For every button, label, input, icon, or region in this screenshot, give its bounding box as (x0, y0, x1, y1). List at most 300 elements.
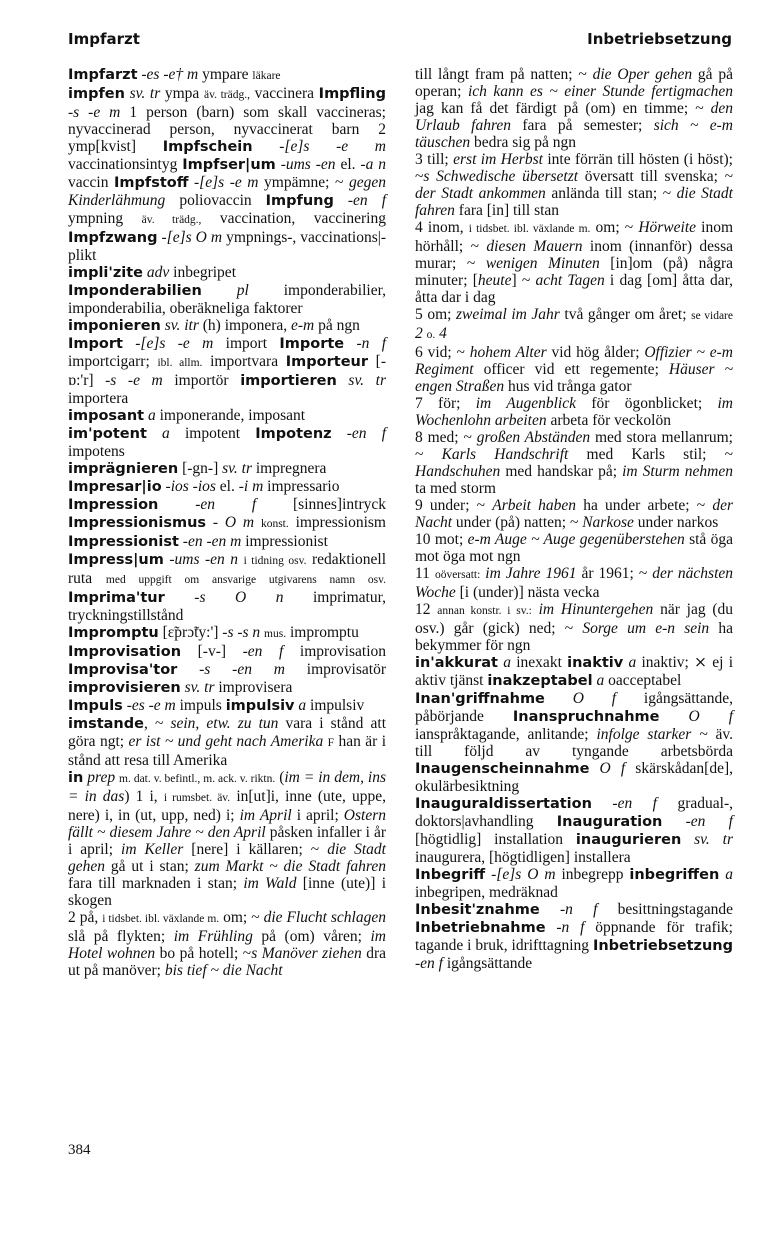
entry-text: [ɛ̃prɔ̃ty:'] (158, 624, 223, 641)
headword: importieren (240, 373, 337, 389)
entry-text: -ums -en (275, 156, 341, 173)
left-column (68, 66, 386, 979)
entry-text: -n f (545, 919, 596, 936)
entry-text: , ~ (143, 715, 171, 732)
entry-text: gå ut i stan; (110, 858, 195, 875)
entry-text: ( (275, 769, 285, 786)
entry-text: impuls (179, 697, 226, 714)
entry-text: diesen Mauern (486, 238, 590, 255)
entry-text: översatt till svenska; ~ (584, 168, 733, 185)
dictionary-entry (415, 306, 733, 344)
entry-text: o. (426, 329, 436, 341)
headword: imprägnieren (68, 461, 179, 477)
entry-text: imponderabilier, imponderabilia, oberäkneliga faktorer (68, 282, 386, 317)
headword: Impfser|um (182, 157, 276, 173)
entry-text: Sorge um e-n sein (582, 620, 719, 637)
entry-text: a (623, 654, 642, 671)
entry-text: (h) imponera, (202, 317, 291, 334)
entry-text: im Keller (121, 841, 192, 858)
headword: Impfung (265, 193, 334, 209)
entry-text: 10 mot; (415, 531, 468, 548)
entry-text: e-m Auge ~ Auge gegenüberstehen (467, 531, 690, 548)
entry-text: der Nacht (415, 497, 733, 531)
entry-text: der nächsten Woche (415, 565, 734, 601)
entry-text: jag kan få det färdigt på (om) en timme; ~ (415, 100, 711, 117)
entry-text: Arbeit haben (492, 497, 584, 514)
headword: Importe (279, 336, 345, 352)
entry-text: impressionist (245, 533, 328, 550)
entry-text: a (294, 697, 311, 714)
entry-text: ympning (68, 210, 142, 227)
entry-text: impressionism (288, 514, 386, 531)
entry-text: 4 inom, (415, 219, 469, 236)
entry-text: a (592, 672, 609, 689)
dictionary-entry (415, 497, 733, 531)
entry-text: 4 (439, 325, 447, 342)
entry-text: 12 (415, 601, 438, 618)
entry-text: a (498, 654, 517, 671)
left-guide-word: Impfarzt (68, 30, 140, 48)
entry-text: wenigen Minuten (485, 255, 611, 272)
entry-text: påsken infaller i år i april; (68, 824, 387, 858)
entry-text: a (719, 866, 733, 883)
entry-text: im Hotel wohnen (68, 928, 386, 962)
entry-text: -es -e† m (137, 66, 203, 83)
entry-text: imponerande, imposant (159, 407, 306, 424)
entry-text: -[e]s -e m (252, 138, 387, 155)
entry-text: 2 (415, 325, 423, 342)
headword: in'akkurat (415, 655, 498, 671)
headword: Impfschein (162, 139, 253, 155)
entry-text: acht Tagen (535, 272, 610, 289)
entry-text: Häuser ~ engen Straßen (415, 361, 733, 395)
entry-text: till långt fram på natten; ~ (415, 66, 593, 83)
entry-text: -a n (360, 156, 386, 173)
entry-text: [nere] i källaren; ~ (191, 841, 328, 858)
entry-text: sv. tr (124, 85, 165, 102)
entry-text: im Frühling (173, 928, 262, 945)
entry-text: zweimal im Jahr (456, 306, 565, 323)
headword: Imprima'tur (68, 590, 165, 606)
entry-text: import (225, 335, 280, 352)
entry-text: om; ~ (219, 909, 264, 926)
entry-text: die Flucht schlagen (263, 909, 386, 926)
entry-text: oacceptabel (608, 672, 682, 689)
entry-text: skärskådan[de], okulärbesiktning (415, 760, 733, 795)
entry-text: im Wochenlohn arbeiten (415, 395, 733, 429)
entry-text: på (om) våren; (261, 928, 371, 945)
entry-text: sv. tr (180, 679, 219, 696)
entry-text: ianspråktagande, anlitande; (415, 726, 597, 743)
entry-text: han är i stånd att resa till Amerika (68, 733, 386, 769)
dictionary-entry (415, 654, 733, 690)
entry-text: großen Abständen (476, 429, 595, 446)
headword: inbegriffen (629, 867, 720, 883)
entry-text: 7 för; (415, 395, 476, 412)
dictionary-entry (68, 407, 386, 425)
entry-text: -ios -ios (161, 478, 220, 495)
entry-text: inom hörhåll; ~ (415, 219, 734, 255)
entry-text: 3 till; (415, 151, 454, 168)
dictionary-entry (415, 901, 733, 972)
entry-text: hohem Alter (469, 344, 552, 361)
page-number: 384 (68, 1142, 91, 1158)
dictionary-entry (415, 344, 733, 395)
entry-text: im Jahre 1961 (485, 565, 582, 582)
entry-text: er ist ~ und geht nach Amerika (128, 733, 328, 750)
headword: imposant (68, 408, 145, 424)
dictionary-entry (68, 909, 386, 979)
entry-text: den Urlaub fahren (415, 100, 733, 134)
entry-text: äv. trädg., (141, 214, 202, 226)
entry-text: -s -e m (68, 104, 130, 121)
entry-text: -en f (158, 496, 294, 513)
entry-text (532, 601, 539, 618)
headword: Inan'griffnahme (415, 691, 545, 707)
entry-text: -[e]s O m (485, 866, 562, 883)
headword: Inauguration (556, 814, 663, 830)
entry-text: hus vid trånga gator (507, 378, 632, 395)
dictionary-entry (68, 624, 386, 643)
entry-text: 2 på, (68, 909, 103, 926)
entry-text: inexakt (516, 654, 568, 671)
entry-text: i dag [om] åtta dar, åtta dar i dag (415, 272, 734, 306)
entry-text: Handschuhen (415, 463, 506, 480)
entry-text: vaccin (68, 174, 114, 191)
headword: Impromptu (68, 625, 159, 641)
entry-text: i tidning osv. (243, 555, 307, 567)
entry-text: inbegripet (173, 264, 236, 281)
entry-text: [sinnes]intryck (293, 496, 386, 513)
entry-text: -n f (344, 335, 387, 352)
headword: in (68, 770, 84, 786)
dictionary-entry (68, 425, 386, 460)
entry-text: 9 under; ~ (415, 497, 493, 514)
dictionary-entry (68, 715, 386, 769)
headword: Inbegriff (415, 867, 486, 883)
headword: Improvisa'tor (68, 662, 178, 678)
entry-text: annan konstr. i sv.: (437, 605, 532, 617)
entry-text: år 1961; ~ (581, 565, 653, 582)
entry-text: gå på operan; (415, 66, 733, 100)
entry-text: importör (174, 372, 241, 389)
entry-text: -s O n (164, 589, 313, 606)
entry-text: ha under arbete; ~ (583, 497, 713, 514)
entry-text: heute (477, 272, 512, 289)
entry-text: im Wald (243, 875, 303, 892)
entry-text: a (146, 425, 185, 442)
entry-text: im Hinuntergehen (538, 601, 661, 618)
headword: Inbetriebsetzung (592, 938, 733, 954)
entry-text: med Karls stil; ~ (586, 446, 734, 463)
headword: Impfarzt (68, 67, 138, 83)
dictionary-entry (68, 643, 386, 697)
entry-text: vara i stånd att göra ngt; (68, 715, 386, 750)
dictionary-entry (68, 769, 386, 909)
entry-text: poliovaccin (179, 192, 266, 209)
dictionary-entry (68, 496, 386, 551)
entry-text: sich ~ e-m täuschen (415, 117, 733, 151)
entry-text: 11 (415, 565, 435, 582)
headword: Improvisation (68, 644, 182, 660)
dictionary-entry (68, 551, 386, 624)
headword: Impfstoff (114, 175, 189, 191)
entry-text: mus. (264, 628, 287, 640)
entry-text: -[e]s O m (157, 229, 227, 246)
right-column (415, 66, 733, 972)
entry-text: 1 person (barn) som skall vaccineras; nyvaccinerad person, nyvaccinerat barn 2 ymp[kvist] (68, 104, 386, 155)
headword: Impress|um (68, 552, 164, 568)
entry-text: a (144, 407, 160, 424)
entry-text: Narkose (582, 514, 638, 531)
entry-text: O f (659, 708, 734, 725)
entry-text: äv. trädg., (203, 89, 250, 101)
entry-text: impromptu (286, 624, 359, 641)
entry-text: se vidare (691, 310, 733, 322)
entry-text: O f (544, 690, 644, 707)
headword: Impfling (318, 86, 386, 102)
entry-text: in[ut]i, inne (ute, uppe, nere) i, in (ut, upp, ned) i; (68, 788, 386, 824)
entry-text: impotens (68, 443, 125, 460)
entry-text: zum Markt ~ die Stadt fahren (194, 858, 386, 875)
entry-text: importera (68, 390, 129, 407)
entry-text: [-gn-] (178, 460, 223, 477)
headword: Inaugenscheinnahme (415, 761, 590, 777)
entry-text: under narkos (637, 514, 719, 531)
dictionary-entry (415, 565, 733, 601)
entry-text: O f (589, 760, 636, 777)
entry-text: Offizier ~ e-m Regiment (415, 344, 734, 378)
entry-text: die Stadt gehen (68, 841, 386, 875)
entry-text: gradual-, doktors|avhandling (415, 795, 733, 830)
entry-text: - O m (206, 514, 261, 531)
headword: inaugurieren (575, 832, 682, 848)
entry-text: ha bekymmer för ngn (415, 620, 733, 654)
headword: impulsiv (225, 698, 295, 714)
entry-text: ] ~ (511, 272, 536, 289)
headword: Inbesit'znahme (415, 902, 540, 918)
entry-text: besittningstagande (617, 901, 733, 918)
entry-text: vid hög ålder; (551, 344, 645, 361)
dictionary-entry (68, 317, 386, 335)
headword: improvisieren (68, 680, 181, 696)
dictionary-entry (415, 395, 733, 429)
entry-text: igångsättande (446, 955, 533, 972)
entry-text: Ostern fällt ~ diesem Jahre ~ den April (68, 807, 386, 841)
entry-text: med handskar på; (505, 463, 623, 480)
dictionary-entry (415, 151, 733, 219)
entry-text: sv. itr (160, 317, 203, 334)
entry-text: för ögonblicket; (591, 395, 718, 412)
entry-text: ta med storm (415, 480, 496, 497)
dictionary-entry (415, 531, 733, 565)
entry-text: äv. till följd av tyngande arbetsbörda (415, 726, 733, 760)
entry-text: inaktiv; ⨯ ej i aktiv tjänst (415, 654, 734, 689)
entry-text: -i m (238, 478, 268, 495)
dictionary-entry (415, 601, 733, 654)
entry-text: i tidsbet. ibl. växlande m. (468, 223, 591, 235)
headword: inakzeptabel (487, 673, 593, 689)
headword: Impressionist (68, 534, 179, 550)
headword: imstande (68, 716, 144, 732)
headword: Imponderabilien (68, 283, 202, 299)
headword: Impresar|io (68, 479, 162, 495)
entry-text: -s -en m (177, 661, 307, 678)
entry-text: fara [in] till stan (458, 202, 560, 219)
entry-text: stå öga mot öga mot ngn (415, 531, 733, 565)
entry-text: inte förrän till hösten (i höst); ~ (415, 151, 733, 185)
entry-text: im April (239, 807, 297, 824)
entry-text: bis tief ~ die Nacht (164, 962, 283, 979)
entry-text: dra ut på manöver; (68, 945, 387, 979)
entry-text: sv. tr (336, 372, 386, 389)
headword: Import (68, 336, 123, 352)
entry-text: el. (340, 156, 361, 173)
entry-text: vaccinationsintyg (68, 156, 183, 173)
entry-text: erst im Herbst (453, 151, 548, 168)
entry-text: prep (83, 769, 120, 786)
entry-text: -en -en m (178, 533, 246, 550)
entry-text: ibl. allm. (157, 357, 203, 369)
entry-text: pl (201, 282, 284, 299)
entry-text: improvisera (218, 679, 293, 696)
entry-text: imprimatur, tryckningstillstånd (68, 589, 386, 624)
entry-text: -en f (331, 425, 386, 442)
entry-text: adv (143, 264, 174, 281)
headword: Impression (68, 497, 159, 513)
entry-text: -n f (539, 901, 618, 918)
entry-text: F (327, 737, 335, 749)
entry-text: m. dat. v. befintl., m. ack. v. riktn. (119, 773, 276, 785)
entry-text: 8 med; ~ (415, 429, 477, 446)
entry-text: anlända till stan; ~ (551, 185, 677, 202)
entry-text: sv. tr (681, 831, 733, 848)
entry-text: -en f (662, 813, 733, 830)
entry-text: bo på hotell; ~ (159, 945, 252, 962)
entry-text: s Manöver ziehen (251, 945, 367, 962)
entry-text: fara till marknaden i stan; (68, 875, 244, 892)
entry-text: redaktionell ruta (68, 551, 386, 587)
headword: im'potent (68, 426, 147, 442)
entry-text: [i (under)] nästa vecka (459, 584, 600, 601)
entry-text: [inne (ute)] i skogen (68, 875, 386, 909)
headword: Importeur (285, 354, 369, 370)
dictionary-entry (415, 429, 733, 497)
entry-text: öppnande för trafik; tagande i bruk, idrifttagning (415, 919, 733, 954)
entry-text: inbegrepp (561, 866, 630, 883)
entry-text: i tidsbet. ibl. växlande m. (102, 913, 220, 925)
entry-text: i april; (296, 807, 344, 824)
headword: impfen (68, 86, 125, 102)
headword: Inanspruchnahme (512, 709, 660, 725)
entry-text: med uppgift om ansvarige utgivarens namn osv. (105, 574, 386, 586)
headword: impli'zite (68, 265, 144, 281)
entry-text: vaccinera (249, 85, 319, 102)
entry-text: två gånger om året; (564, 306, 692, 323)
dictionary-entry (415, 219, 733, 306)
entry-text: infolge starker ~ (596, 726, 716, 743)
entry-text: e-m (291, 317, 319, 334)
dictionary-entry (415, 690, 733, 795)
entry-text: [in]om (på) några minuter; [ (415, 255, 733, 289)
entry-text: inom (innanför) dessa murar; ~ (415, 238, 733, 272)
headword: Impuls (68, 698, 123, 714)
entry-text: impregnera (255, 460, 327, 477)
entry-text: konst. (260, 518, 289, 530)
entry-text: impressario (267, 478, 340, 495)
entry-text: -[e]s -e m (122, 335, 226, 352)
entry-text: oöversatt: (434, 569, 481, 581)
entry-text: fara på semester; (522, 117, 654, 134)
entry-text: -[e]s -e m (188, 174, 265, 191)
dictionary-entry (68, 85, 386, 264)
entry-text: ympnings-, vaccinations|-plikt (68, 229, 387, 264)
headword: Impfzwang (68, 230, 158, 246)
entry-text: 6 vid; ~ (415, 344, 470, 361)
entry-text: bedra sig på ngn (473, 134, 576, 151)
entry-text: der Stadt ankommen (415, 185, 552, 202)
entry-text: ich kann es ~ einer Stunde fertigmachen (467, 83, 733, 100)
entry-text: slå på flykten; (68, 928, 174, 945)
entry-text: -en f (333, 192, 386, 209)
headword: Impotenz (255, 426, 332, 442)
entry-text: [-ɒ:'r] (68, 353, 386, 389)
entry-text: die Stadt fahren (415, 185, 733, 219)
entry-text: -en f (242, 643, 300, 660)
dictionary-entry (415, 866, 733, 901)
entry-text: ympa (164, 85, 204, 102)
entry-text: importvara (202, 353, 286, 370)
entry-text: -s -s n (222, 624, 265, 641)
entry-text: im = in dem, ins = in das (68, 769, 386, 805)
right-guide-word: Inbetriebsetzung (587, 30, 732, 48)
entry-text: -en f (415, 955, 447, 972)
dictionary-entry (68, 282, 386, 317)
entry-text: om; ~ (590, 219, 639, 236)
entry-text: på ngn (318, 317, 360, 334)
dictionary-entry (68, 264, 386, 282)
entry-text: 5 om; (415, 306, 456, 323)
entry-text: inbegripen, medräknad (415, 884, 558, 901)
dictionary-entry (415, 66, 733, 151)
headword: Inauguraldissertation (415, 796, 592, 812)
entry-text: -en f (591, 795, 678, 812)
entry-text: -ums -en n (163, 551, 244, 568)
entry-text: -es -e m (122, 697, 180, 714)
entry-text: ympare (202, 66, 253, 83)
entry-text: impulsiv (310, 697, 365, 714)
entry-text: sv. tr (222, 460, 256, 477)
headword: Impressionismus (68, 515, 207, 531)
entry-text: -s -e m (105, 372, 175, 389)
dictionary-entry (68, 335, 386, 407)
entry-text: impotent (184, 425, 256, 442)
entry-text: Hörweite (638, 219, 702, 236)
entry-text: improvisation (299, 643, 386, 660)
dictionary-entry (68, 66, 386, 85)
entry-text: die Oper gehen (592, 66, 698, 83)
entry-text: när jag (du osv.) går (gick) ned; ~ (415, 601, 734, 637)
entry-text: importcigarr; (68, 353, 158, 370)
entry-text: officer vid ett regemente; (483, 361, 669, 378)
entry-text: [högtidlig] installation (415, 831, 576, 848)
entry-text: [-v-] (181, 643, 243, 660)
dictionary-entry (68, 478, 386, 496)
entry-text: vaccination, vaccinering (201, 210, 386, 227)
entry-text: im Sturm nehmen (622, 463, 733, 480)
entry-text: im Augenblick (475, 395, 592, 412)
entry-text: sein, etw. zu tun (170, 715, 286, 732)
